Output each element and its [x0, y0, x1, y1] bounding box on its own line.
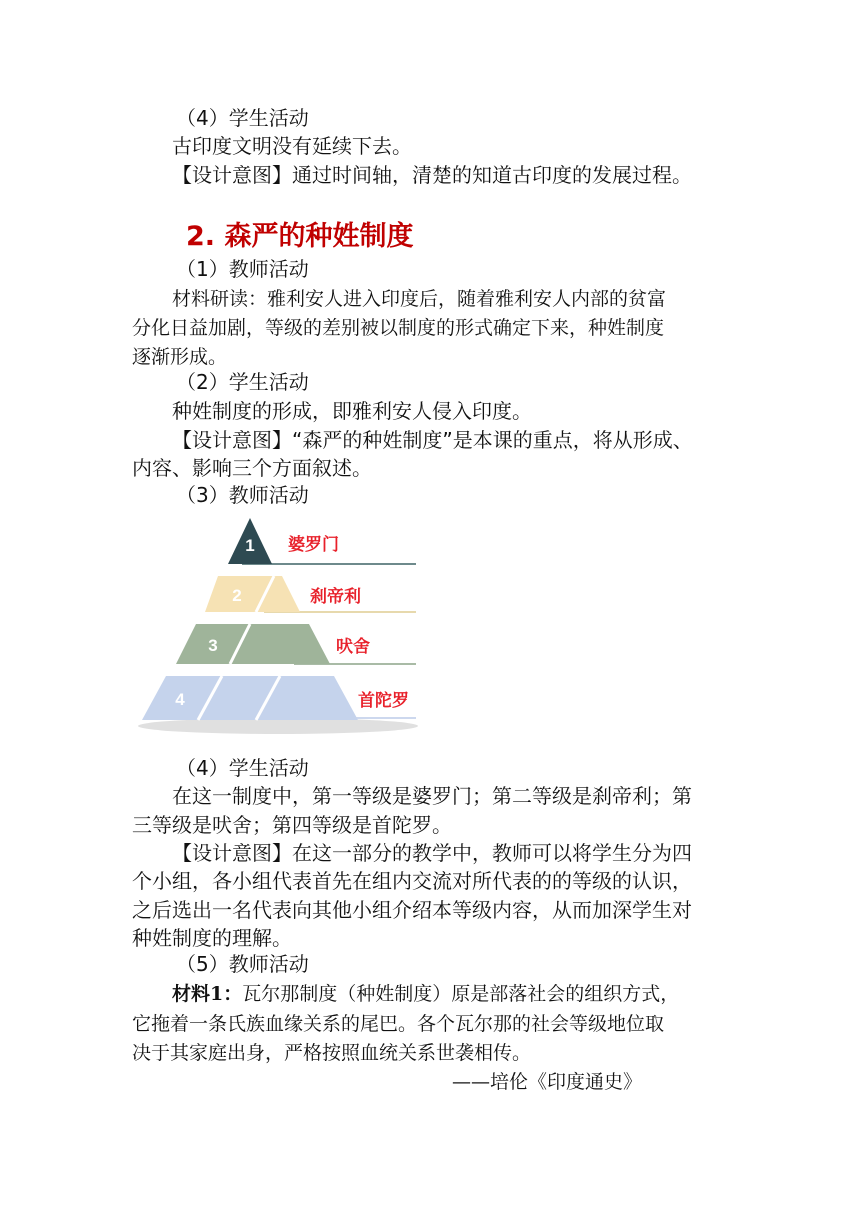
design-intent: 个小组，各小组代表首先在组内交流对所代表的的等级的认识，: [132, 869, 692, 893]
tier-number-4: 4: [175, 690, 185, 709]
subsection-teacher-activity-3: （3）教师活动: [176, 483, 309, 507]
subsection-student-activity-4b: （4）学生活动: [176, 756, 309, 780]
tier-number-3: 3: [208, 636, 218, 655]
material-1-line: [172, 980, 679, 1008]
tier-label-shudra: 首陀罗: [358, 691, 409, 711]
material-1-label: 材料1：: [172, 983, 243, 1005]
design-intent: 【设计意图】通过时间轴，清楚的知道古印度的发展过程。: [172, 163, 692, 187]
tier-label-vaishya: 吠舍: [336, 637, 370, 657]
material-reading: 逐渐形成。: [132, 346, 228, 368]
pyramid-shadow: [138, 718, 418, 734]
design-intent: 之后选出一名代表向其他小组介绍本等级内容，从而加深学生对: [132, 898, 692, 922]
material-1-text: 瓦尔那制度（种姓制度）原是部落社会的组织方式，: [242, 983, 680, 1005]
tier-shape-3: [176, 624, 330, 664]
tier-number-2: 2: [232, 586, 242, 605]
subsection-teacher-activity-1: （1）教师活动: [176, 257, 309, 281]
design-intent: 【设计意图】在这一部分的教学中，教师可以将学生分为四: [172, 841, 692, 865]
design-intent: 【设计意图】“森严的种姓制度”是本课的重点，将从形成、: [172, 428, 693, 452]
caste-pyramid-diagram: [138, 512, 428, 742]
tier-label-kshatriya: 刹帝利: [310, 587, 361, 607]
material-1-text: 它拖着一条氏族血缘关系的尾巴。各个瓦尔那的社会等级地位取: [132, 1013, 665, 1035]
design-intent: 内容、影响三个方面叙述。: [132, 456, 372, 480]
tier-shape-2: [205, 576, 300, 612]
subsection-student-activity-2: （2）学生活动: [176, 370, 309, 394]
section-heading: 2. 森严的种姓制度: [186, 221, 414, 252]
material-reading: 分化日益加剧，等级的差别被以制度的形式确定下来，种姓制度: [132, 317, 665, 339]
subsection-teacher-activity-5: （5）教师活动: [176, 952, 309, 976]
tier-number-1: 1: [245, 536, 255, 555]
paragraph: 在这一制度中，第一等级是婆罗门；第二等级是刹帝利；第: [172, 784, 692, 808]
paragraph: 古印度文明没有延续下去。: [172, 134, 412, 158]
tier-label-brahmin: 婆罗门: [288, 535, 339, 555]
material-reading: 材料研读：雅利安人进入印度后，随着雅利安人内部的贫富: [172, 288, 667, 310]
subsection-student-activity-4: （4）学生活动: [176, 106, 309, 130]
design-intent: 种姓制度的理解。: [132, 926, 292, 950]
paragraph: 三等级是吠舍；第四等级是首陀罗。: [132, 813, 452, 837]
paragraph: 种姓制度的形成，即雅利安人侵入印度。: [172, 399, 532, 423]
material-1-text: 决于其家庭出身，严格按照血统关系世袭相传。: [132, 1042, 532, 1064]
citation: ——培伦《印度通史》: [452, 1071, 643, 1093]
